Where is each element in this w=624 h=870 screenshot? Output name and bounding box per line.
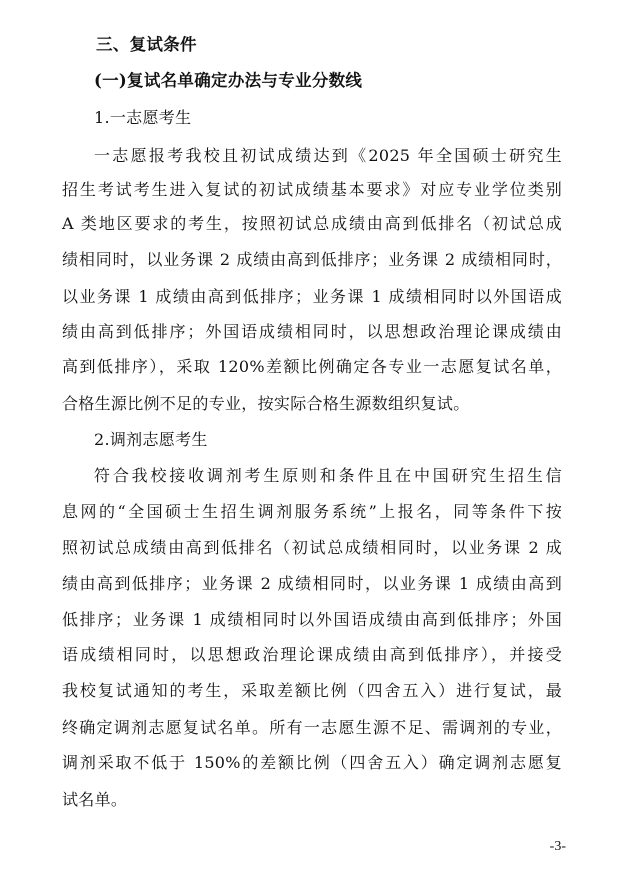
paragraph-line: 绩由高到低排序；外国语成绩相同时，以思想政治理论课成绩由 xyxy=(62,322,562,341)
paragraph-line: 绩相同时，以业务课 2 成绩由高到低排序；业务课 2 成绩相同时， xyxy=(62,250,562,269)
subsection-heading: (一)复试名单确定办法与专业分数线 xyxy=(94,71,363,90)
paragraph-line: 招生考试考生进入复试的初试成绩基本要求》对应专业学位类别 xyxy=(62,180,562,199)
item-title-adjustment: 2.调剂志愿考生 xyxy=(94,430,208,449)
paragraph-line: A 类地区要求的考生，按照初试总成绩由高到低排名（初试总成 xyxy=(62,214,562,233)
paragraph-line: 语成绩相同时，以思想政治理论课成绩由高到低排序），并接受 xyxy=(62,645,562,664)
paragraph-line: 高到低排序），采取 120%差额比例确定各专业一志愿复试名单， xyxy=(62,357,562,376)
paragraph-line: 符合我校接收调剂考生原则和条件且在中国研究生招生信 xyxy=(94,466,562,485)
page-number: -3- xyxy=(549,839,566,854)
paragraph-line: 以业务课 1 成绩由高到低排序；业务课 1 成绩相同时以外国语成 xyxy=(62,287,562,306)
paragraph-line: 照初试总成绩由高到低排名（初试总成绩相同时，以业务课 2 成 xyxy=(62,538,562,557)
paragraph-line: 低排序；业务课 1 成绩相同时以外国语成绩由高到低排序；外国 xyxy=(62,610,562,629)
paragraph-line: 绩由高到低排序；业务课 2 成绩相同时，以业务课 1 成绩由高到 xyxy=(62,574,562,593)
paragraph-line: 试名单。 xyxy=(62,790,128,809)
section-heading: 三、复试条件 xyxy=(96,35,197,54)
paragraph-line: 我校复试通知的考生，采取差额比例（四舍五入）进行复试，最 xyxy=(62,681,562,700)
paragraph-line: 息网的“全国硕士生招生调剂服务系统”上报名，同等条件下按 xyxy=(62,502,562,521)
paragraph-line: 一志愿报考我校且初试成绩达到《2025 年全国硕士研究生 xyxy=(94,146,562,165)
paragraph-line: 调剂采取不低于 150%的差额比例（四舍五入）确定调剂志愿复 xyxy=(62,753,562,772)
item-title-first-choice: 1.一志愿考生 xyxy=(94,108,192,127)
paragraph-line: 合格生源比例不足的专业，按实际合格生源数组织复试。 xyxy=(62,394,470,413)
paragraph-line: 终确定调剂志愿复试名单。所有一志愿生源不足、需调剂的专业， xyxy=(62,718,562,737)
